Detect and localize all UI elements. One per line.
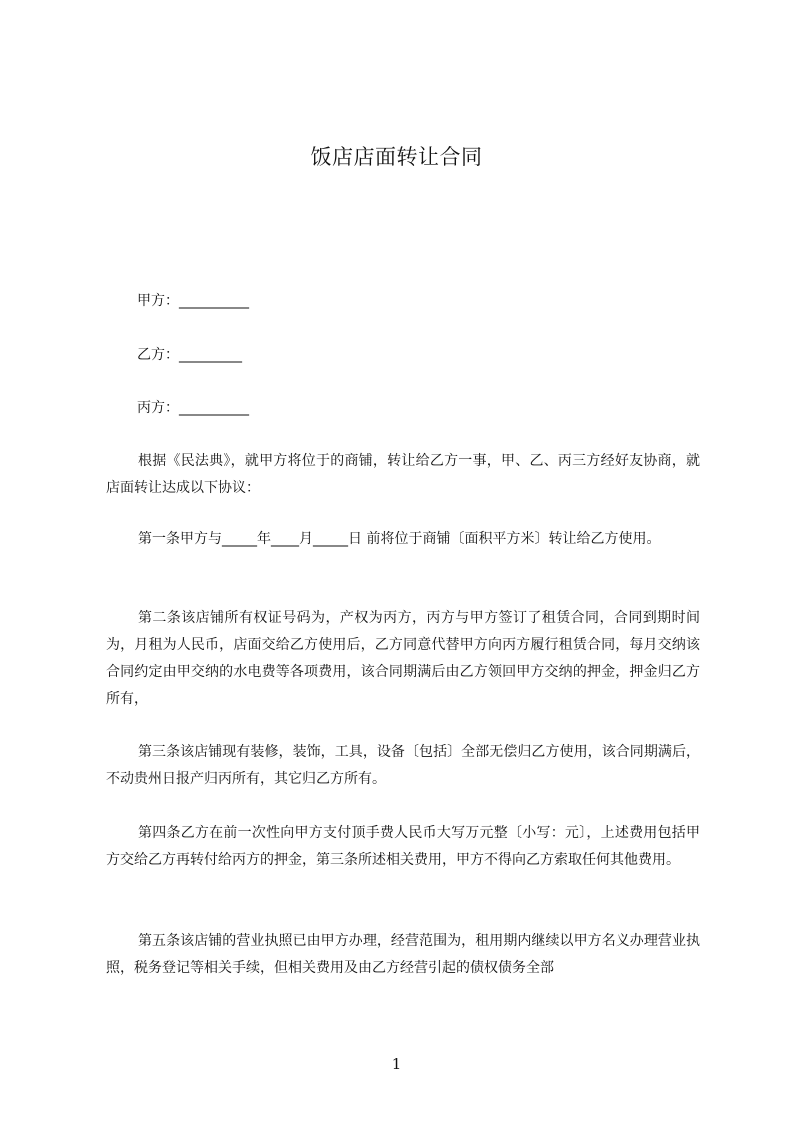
document-title: 饭店店面转让合同 [310,145,483,169]
party-a-blank: __________ [179,293,249,309]
party-c-line [137,398,249,418]
paragraph-intro: 根据《民法典》，就甲方将位于的商铺，转让给乙方一事，甲、乙、丙三方经好友协商，就店面转让达成以下协议： [106,453,700,496]
paragraph-article-1: 第一条甲方与_____年____月_____日 前将位于商铺〔面积平方米〕转让给乙方使用。 [138,531,661,547]
party-c-label: 丙方： [137,400,179,416]
party-b-line [137,345,242,365]
paragraph-article-4: 第四条乙方在前一次性向甲方支付顶手费人民币大写万元整〔小写：元〕，上述费用包括甲方交给乙方再转付给丙方的押金，第三条所述相关费用，甲方不得向乙方索取任何其他费用。 [106,825,700,868]
party-b-label: 乙方： [137,347,179,363]
paragraph-article-3: 第三条该店铺现有装修，装饰，工具，设备〔包括〕全部无偿归乙方使用，该合同期满后，不动贵州日报产归丙所有，其它归乙方所有。 [106,744,700,787]
party-a-label: 甲方： [137,293,179,309]
party-c-blank: __________ [179,400,249,416]
party-b-blank: _________ [179,347,242,363]
page-number: 1 [391,1055,402,1073]
paragraph-article-5: 第五条该店铺的营业执照已由甲方办理，经营范围为，租用期内继续以甲方名义办理营业执照，税务登记等相关手续，但相关费用及由乙方经营引起的债权债务全部 [106,933,700,976]
party-a-line [137,291,249,311]
paragraph-article-2: 第二条该店铺所有权证号码为，产权为丙方，丙方与甲方签订了租赁合同，合同到期时间为，月租为人民币，店面交给乙方使用后，乙方同意代替甲方向丙方履行租赁合同，每月交纳该合同约定由甲交纳的水电费等各项费用，该合同期满后由乙方领回甲方交纳的押金，押金归乙方所有， [106,610,700,707]
